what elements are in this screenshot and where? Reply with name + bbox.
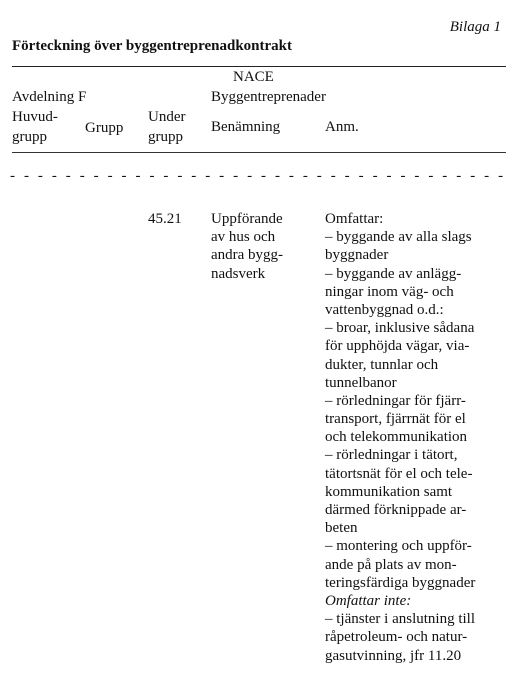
note-line: – rörledningar för fjärr- xyxy=(325,392,466,409)
name-line: nadsverk xyxy=(211,265,266,282)
header-main-group-1: Huvud- xyxy=(12,109,58,125)
header-main-group-2: grupp xyxy=(12,129,47,145)
note-line: Omfattar: xyxy=(325,211,384,227)
note-line: dukter, tunnlar och xyxy=(325,356,439,373)
note-line: för upphöjda vägar, via- xyxy=(325,338,470,355)
note-line: ande på plats av mon- xyxy=(325,556,457,573)
name-line: Uppförande xyxy=(211,211,283,227)
note-line: råpetroleum- och natur- xyxy=(325,629,468,646)
note-line: – rörledningar i tätort, xyxy=(325,447,458,464)
top-rule xyxy=(12,66,506,67)
header-nace: NACE xyxy=(233,69,274,85)
note-line: ningar inom väg- och xyxy=(325,283,454,300)
name-block xyxy=(211,210,283,283)
notes-block xyxy=(325,210,475,665)
note-line: vattenbyggnad o.d.: xyxy=(325,301,444,318)
note-line: gasutvinning, jfr 11.20 xyxy=(325,647,462,664)
note-line: och telekommunikation xyxy=(325,429,468,446)
note-line-excludes-heading: Omfattar inte: xyxy=(325,592,412,609)
header-subgroup-2: grupp xyxy=(148,129,183,145)
note-line: transport, fjärrnät för el xyxy=(325,411,466,428)
header-section: Avdelning F xyxy=(12,89,87,105)
note-line: tunnelbanor xyxy=(325,374,397,391)
note-line: – montering och uppför- xyxy=(325,538,472,555)
subgroup-code: 45.21 xyxy=(148,211,182,227)
note-line: tätortsnät för el och tele- xyxy=(325,465,473,482)
note-line: teringsfärdiga byggnader xyxy=(325,574,476,591)
document-title: Förteckning över byggentreprenadkontrakt xyxy=(12,38,292,54)
name-line: andra bygg- xyxy=(211,247,284,264)
name-line: av hus och xyxy=(211,229,276,246)
dashed-separator: - - - - - - - - - - - - - - - - - - - - - - - - - - - - - - - - - - - - xyxy=(10,168,506,184)
note-line: – byggande av alla slags xyxy=(325,229,472,246)
note-line: – tjänster i anslutning till xyxy=(325,611,475,628)
header-name: Benämning xyxy=(211,119,281,135)
note-line: beten xyxy=(325,520,358,537)
note-line: byggnader xyxy=(325,247,389,264)
header-notes: Anm. xyxy=(325,119,359,135)
annex-label: Bilaga 1 xyxy=(449,19,501,35)
note-line: kommunikation samt xyxy=(325,483,453,500)
note-line: därmed förknippade ar- xyxy=(325,502,467,518)
header-subgroup-1: Under xyxy=(148,109,186,125)
header-rule xyxy=(12,152,506,153)
header-sector: Byggentreprenader xyxy=(211,89,326,105)
note-line: – byggande av anlägg- xyxy=(325,265,462,282)
note-line: – broar, inklusive sådana xyxy=(325,320,475,337)
header-group: Grupp xyxy=(85,120,124,136)
